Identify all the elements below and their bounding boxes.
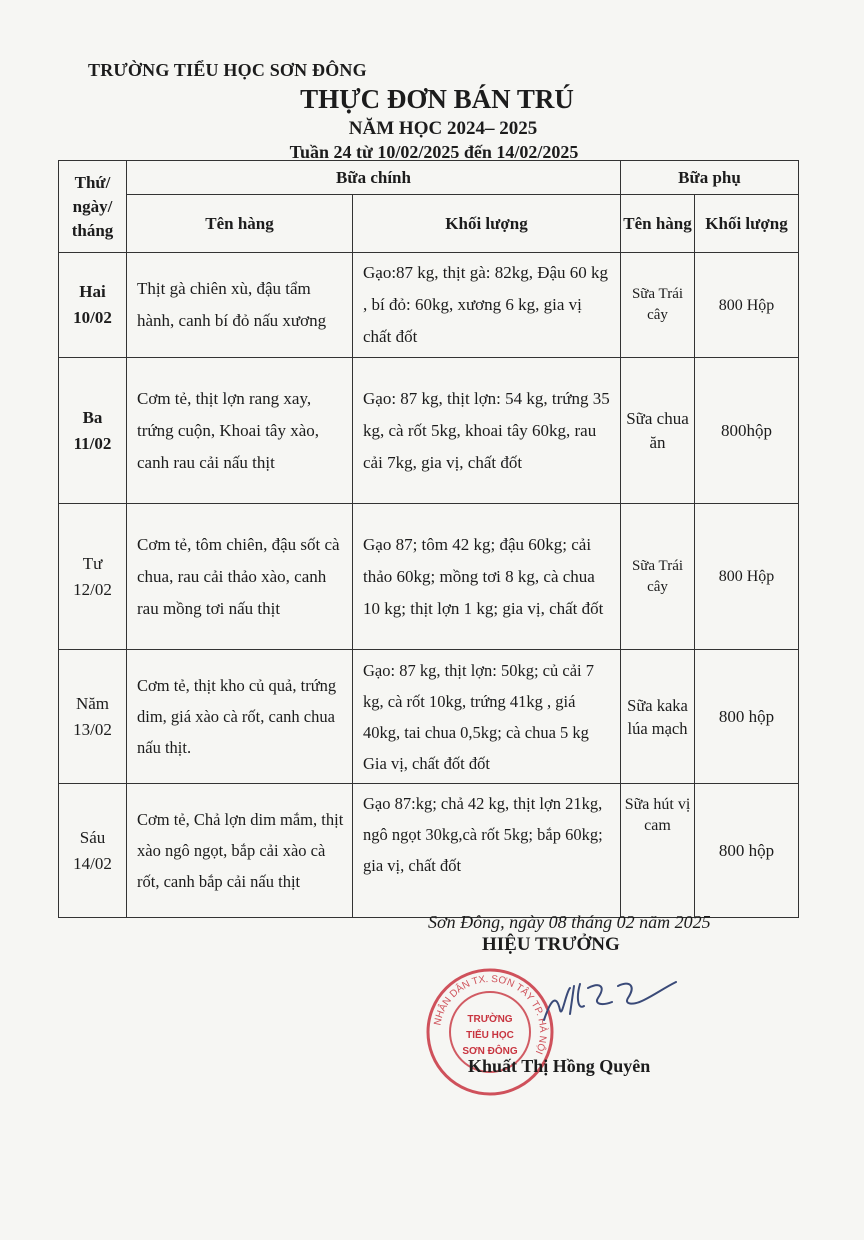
school-name: TRƯỜNG TIỂU HỌC SƠN ĐÔNG <box>88 60 367 80</box>
header-extra-qty: Khối lượng <box>695 195 799 253</box>
extra-qty-cell: 800 Hộp <box>695 504 799 650</box>
menu-table <box>58 160 799 918</box>
header-extra-name: Tên hàng <box>621 195 695 253</box>
day-name: Tư <box>82 553 103 573</box>
day-name: Sáu <box>79 827 106 847</box>
day-cell <box>59 784 127 918</box>
quantity-cell: Gạo: 87 kg, thịt lợn: 50kg; củ cải 7 kg, cà rốt 10kg, trứng 41kg , giá 40kg, tai chua 0,5kg; cà chua 5 kg Gia vị, chất đốt đốt <box>353 650 621 784</box>
extra-name-cell: Sữa kaka lúa mạch <box>621 650 695 784</box>
seal-line-2: TIỂU HỌC <box>466 1030 514 1041</box>
header-main-name: Tên hàng <box>127 195 353 253</box>
extra-qty-cell: 800 Hộp <box>695 253 799 358</box>
header-main-qty: Khối lượng <box>353 195 621 253</box>
header-extra-meal: Bữa phụ <box>621 161 799 195</box>
extra-qty-cell: 800 hộp <box>695 650 799 784</box>
signer-role: HIỆU TRƯỞNG <box>482 934 620 955</box>
header-day-label: Thứ/ ngày/ tháng <box>71 172 114 240</box>
day-name: Hai <box>79 282 106 301</box>
extra-name-cell: Sữa hút vị cam <box>621 784 695 918</box>
seal-ring-text: NHÂN DÂN TX. SƠN TÂY TP. HÀ NỘI <box>432 973 549 1056</box>
seal-line-1: TRƯỜNG <box>467 1014 513 1025</box>
day-name: Ba <box>82 407 103 427</box>
dishes-cell: Cơm tẻ, Chả lợn dim mắm, thịt xào ngô ngọt, bắp cải xào cà rốt, canh bắp cải nấu thịt <box>127 784 353 918</box>
school-seal <box>424 966 556 1103</box>
school-year: NĂM HỌC 2024– 2025 <box>348 118 538 139</box>
quantity-cell: Gạo 87; tôm 42 kg; đậu 60kg; cải thảo 60kg; mồng tơi 8 kg, cà chua 10 kg; thịt lợn 1 kg; gia vị, chất đốt <box>353 504 621 650</box>
table-row <box>59 358 799 504</box>
day-date: 11/02 <box>73 433 112 453</box>
header-main-meal: Bữa chính <box>127 161 621 195</box>
dishes-cell: Cơm tẻ, thịt lợn rang xay, trứng cuộn, Khoai tây xào, canh rau cải nấu thịt <box>127 358 353 504</box>
quantity-cell: Gạo 87:kg; chả 42 kg, thịt lợn 21kg, ngô ngọt 30kg,cà rốt 5kg; bắp 60kg; gia vị, chất đốt <box>353 784 621 918</box>
day-date: 10/02 <box>73 308 112 327</box>
day-cell <box>59 650 127 784</box>
day-date: 14/02 <box>73 853 112 873</box>
document-title: THỰC ĐƠN BÁN TRÚ <box>300 84 574 114</box>
extra-name-cell: Sữa chua ăn <box>621 358 695 504</box>
extra-name-cell: Sữa Trái cây <box>621 504 695 650</box>
extra-qty-cell: 800hộp <box>695 358 799 504</box>
extra-qty-cell: 800 hộp <box>695 784 799 918</box>
week-range: Tuần 24 từ 10/02/2025 đến 14/02/2025 <box>289 142 579 162</box>
place-date: Sơn Đông, ngày 08 tháng 02 năm 2025 <box>428 912 711 932</box>
table-row <box>59 504 799 650</box>
day-date: 12/02 <box>73 579 112 599</box>
table-row <box>59 784 799 918</box>
table-row <box>59 650 799 784</box>
seal-line-3: SƠN ĐÔNG <box>462 1046 518 1057</box>
day-name: Năm <box>75 693 110 713</box>
extra-name-cell: Sữa Trái cây <box>621 253 695 358</box>
signature <box>540 962 680 1047</box>
table-row <box>59 253 799 358</box>
dishes-cell: Thịt gà chiên xù, đậu tẩm hành, canh bí đỏ nấu xương <box>127 253 353 358</box>
quantity-cell: Gạo:87 kg, thịt gà: 82kg, Đậu 60 kg , bí đỏ: 60kg, xương 6 kg, gia vị chất đốt <box>353 253 621 358</box>
dishes-cell: Cơm tẻ, tôm chiên, đậu sốt cà chua, rau cải thảo xào, canh rau mồng tơi nấu thịt <box>127 504 353 650</box>
day-cell <box>59 504 127 650</box>
header-day <box>59 161 127 253</box>
quantity-cell: Gạo: 87 kg, thịt lợn: 54 kg, trứng 35 kg, cà rốt 5kg, khoai tây 60kg, rau cải 7kg, gia vị, chất đốt <box>353 358 621 504</box>
dishes-cell: Cơm tẻ, thịt kho củ quả, trứng dim, giá xào cà rốt, canh chua nấu thịt. <box>127 650 353 784</box>
day-cell <box>59 358 127 504</box>
day-date: 13/02 <box>73 719 112 739</box>
day-cell <box>59 253 127 358</box>
signer-name: Khuất Thị Hồng Quyên <box>468 1056 651 1076</box>
